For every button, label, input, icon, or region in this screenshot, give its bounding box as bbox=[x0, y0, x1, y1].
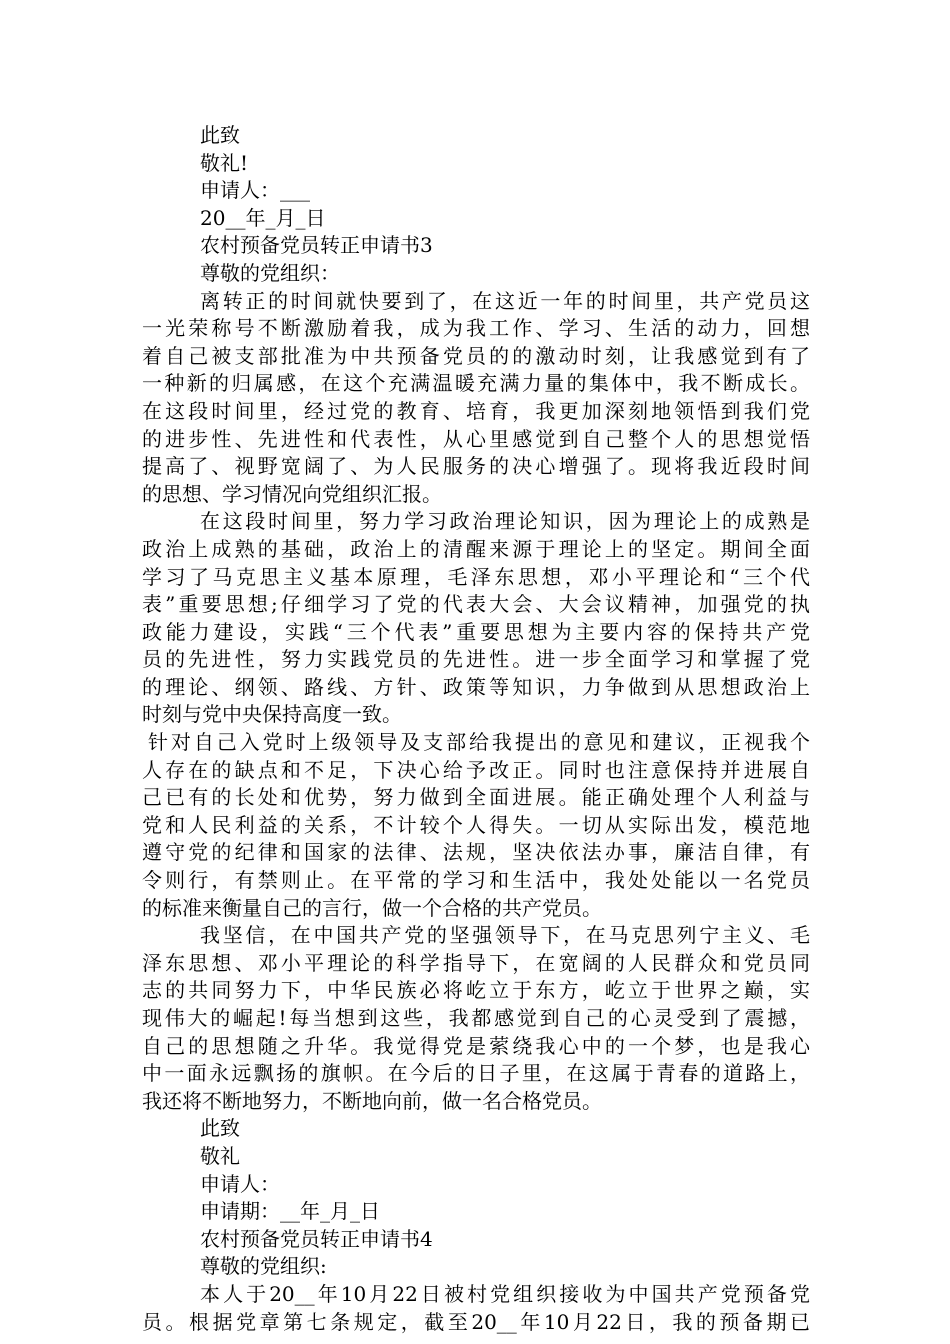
document-body bbox=[142, 122, 810, 1336]
paragraph-line: 的进步性、先进性和代表性，从心里感觉到自己整个人的思想觉悟 bbox=[142, 426, 810, 451]
paragraph-line: 员的先进性，努力实践党员的先进性。进一步全面学习和掌握了党 bbox=[142, 647, 810, 672]
paragraph-line: 令则行，有禁则止。在平常的学习和生活中，我处处能以一名党员 bbox=[142, 868, 810, 893]
paragraph-line: 时刻与党中央保持高度一致。 bbox=[142, 702, 402, 727]
paragraph-line: 志的共同努力下，中华民族必将屹立于东方，屹立于世界之巅，实 bbox=[142, 978, 810, 1003]
paragraph-line: 本人于20__年10月22日被村党组织接收为中国共产党预备党 bbox=[200, 1281, 810, 1306]
paragraph-line: 在这段时间里，努力学习政治理论知识，因为理论上的成熟是 bbox=[200, 509, 810, 534]
paragraph-line: 的标准来衡量自己的言行，做一个合格的共产党员。 bbox=[142, 895, 602, 920]
paragraph-line: 己已有的长处和优势，努力做到全面进展。能正确处理个人利益与 bbox=[142, 785, 810, 810]
paragraph-line: 我坚信，在中国共产党的坚强领导下，在马克思列宁主义、毛 bbox=[200, 923, 810, 948]
paragraph-line: 我还将不断地努力，不断地向前，做一名合格党员。 bbox=[142, 1088, 602, 1113]
paragraph-line: 政能力建设，实践“三个代表”重要思想为主要内容的保持共产党 bbox=[142, 619, 810, 644]
paragraph-line: 自己的思想随之升华。我觉得党是萦绕我心中的一个梦，也是我心 bbox=[142, 1033, 810, 1058]
paragraph-line: 的思想、学习情况向党组织汇报。 bbox=[142, 481, 442, 506]
section-title-4: 农村预备党员转正申请书4 bbox=[200, 1226, 433, 1251]
application-date-line: 申请期：__年_月_日 bbox=[200, 1199, 380, 1224]
paragraph-line: 一种新的归属感，在这个充满温暖充满力量的集体中，我不断成长。 bbox=[142, 371, 810, 396]
paragraph-line: 提高了、视野宽阔了、为人民服务的决心增强了。现将我近段时间 bbox=[142, 454, 810, 479]
closing-regards: 敬礼! bbox=[200, 150, 249, 175]
section-title-3: 农村预备党员转正申请书3 bbox=[200, 233, 433, 258]
paragraph-line: 员。根据党章第七条规定，截至20__年10月22日，我的预备期已 bbox=[142, 1309, 810, 1334]
applicant-line: 申请人：___ bbox=[200, 178, 310, 203]
paragraph-line: 遵守党的纪律和国家的法律、法规，坚决依法办事，廉洁自律，有 bbox=[142, 840, 810, 865]
closing-regards: 敬礼 bbox=[200, 1143, 240, 1168]
paragraph-line: 针对自己入党时上级领导及支部给我提出的意见和建议，正视我个 bbox=[148, 730, 810, 755]
paragraph-line: 着自己被支部批准为中共预备党员的的激动时刻，让我感觉到有了 bbox=[142, 343, 810, 368]
date-line: 20__年_月_日 bbox=[200, 205, 326, 230]
paragraph-line: 学习了马克思主义基本原理，毛泽东思想，邓小平理论和“三个代 bbox=[142, 564, 810, 589]
closing-salutation: 此致 bbox=[200, 1116, 240, 1141]
paragraph-line: 党和人民利益的关系，不计较个人得失。一切从实际出发，模范地 bbox=[142, 812, 810, 837]
paragraph-line: 现伟大的崛起!每当想到这些，我都感觉到自己的心灵受到了震撼， bbox=[142, 1006, 810, 1030]
paragraph-line: 表”重要思想;仔细学习了党的代表大会、大会议精神，加强党的执 bbox=[142, 592, 810, 617]
applicant-line: 申请人： bbox=[200, 1171, 280, 1196]
paragraph-line: 人存在的缺点和不足，下决心给予改正。同时也注意保持并进展自 bbox=[142, 757, 810, 782]
paragraph-line: 离转正的时间就快要到了，在这近一年的时间里，共产党员这 bbox=[200, 288, 810, 313]
paragraph-line: 的理论、纲领、路线、方针、政策等知识，力争做到从思想政治上 bbox=[142, 674, 810, 699]
paragraph-line: 在这段时间里，经过党的教育、培育，我更加深刻地领悟到我们党 bbox=[142, 398, 810, 423]
paragraph-line: 泽东思想、邓小平理论的科学指导下，在宽阔的人民群众和党员同 bbox=[142, 950, 810, 975]
paragraph-line: 政治上成熟的基础，政治上的清醒来源于理论上的坚定。期间全面 bbox=[142, 536, 810, 561]
paragraph-line: 一光荣称号不断激励着我，成为我工作、学习、生活的动力，回想 bbox=[142, 316, 810, 341]
closing-salutation: 此致 bbox=[200, 123, 240, 147]
greeting: 尊敬的党组织: bbox=[200, 1254, 327, 1279]
greeting: 尊敬的党组织： bbox=[200, 260, 340, 285]
paragraph-line: 中一面永远飘扬的旗帜。在今后的日子里，在这属于青春的道路上， bbox=[142, 1061, 810, 1086]
